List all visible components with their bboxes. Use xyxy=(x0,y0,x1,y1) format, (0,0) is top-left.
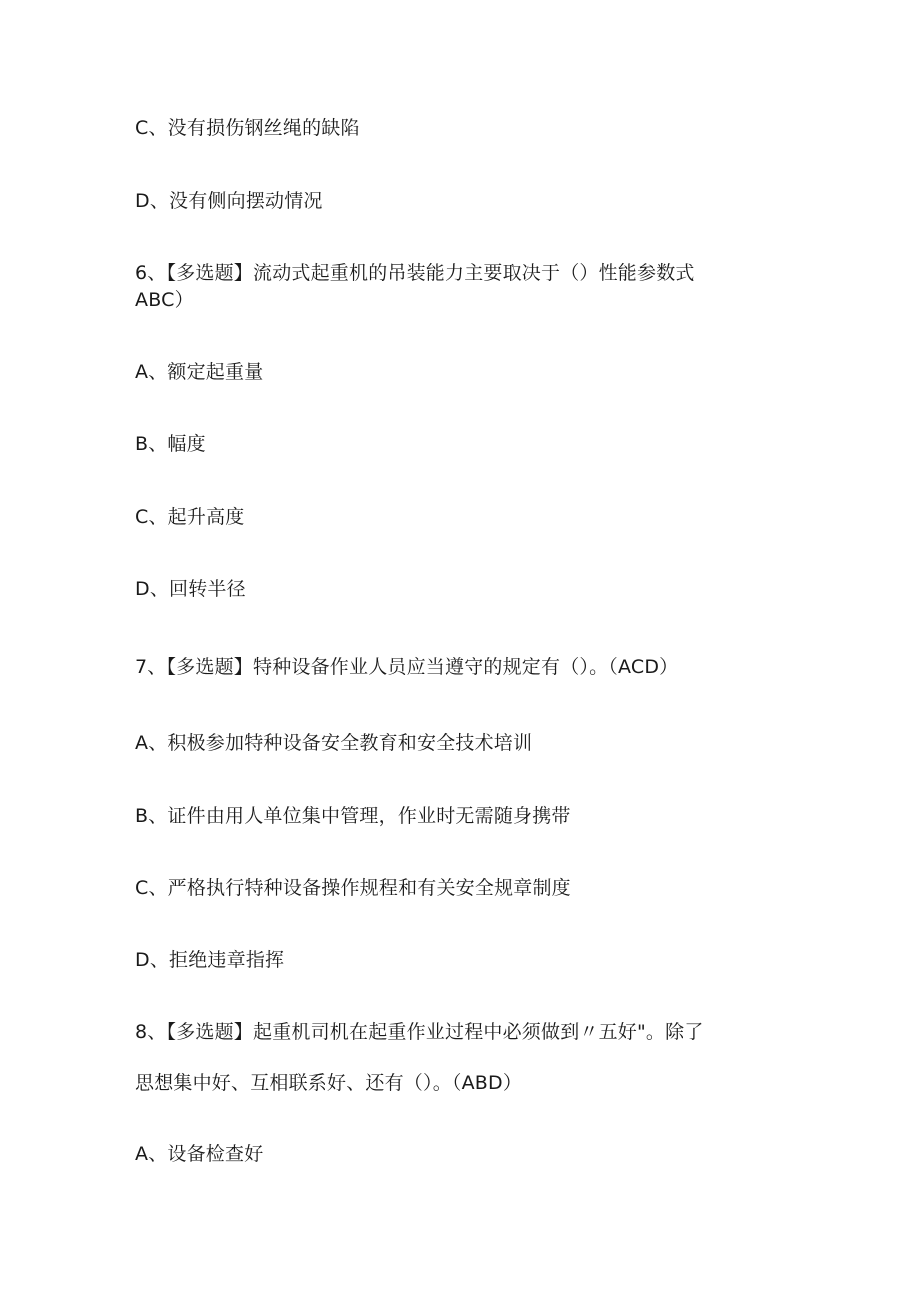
q6-option-a: A、额定起重量 xyxy=(135,361,264,383)
q5-option-d: D、没有侧向摆动情况 xyxy=(135,190,323,212)
q6-question-line-1: 6、【多选题】流动式起重机的吊装能力主要取决于（）性能参数式 xyxy=(135,262,695,284)
q7-option-a: A、积极参加特种设备安全教育和安全技术培训 xyxy=(135,732,533,754)
q7-option-c: C、严格执行特种设备操作规程和有关安全规章制度 xyxy=(135,877,571,899)
q6-option-d: D、回转半径 xyxy=(135,578,246,600)
q7-option-d: D、拒绝违章指挥 xyxy=(135,949,285,971)
q6-question-line-2: ABC） xyxy=(135,289,194,311)
q5-option-c: C、没有损伤钢丝绳的缺陷 xyxy=(135,117,360,139)
q6-option-b: B、幅度 xyxy=(135,433,206,455)
q8-question-line-2: 思想集中好、互相联系好、还有（）。（ABD） xyxy=(135,1072,523,1094)
q8-option-a: A、设备检查好 xyxy=(135,1143,264,1165)
q6-option-c: C、起升高度 xyxy=(135,506,245,528)
q8-question-line-1: 8、【多选题】起重机司机在起重作业过程中必须做到〃五好"。除了 xyxy=(135,1021,704,1043)
q7-question: 7、【多选题】特种设备作业人员应当遵守的规定有（）。（ACD） xyxy=(135,656,679,678)
q7-option-b: B、证件由用人单位集中管理，作业时无需随身携带 xyxy=(135,805,571,827)
